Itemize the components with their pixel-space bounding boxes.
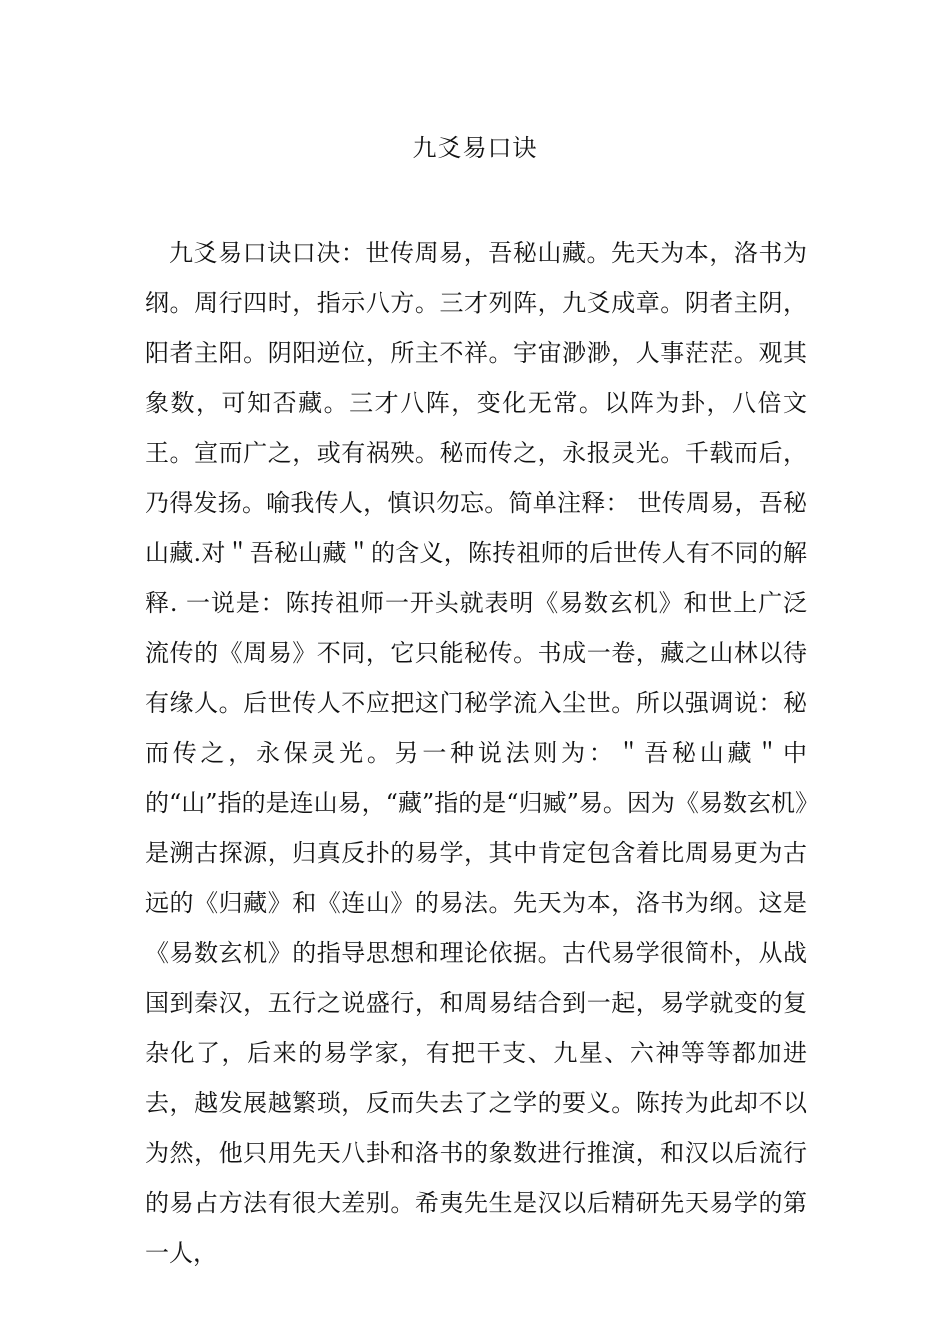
page-title: 九爻易口诀 [412,134,538,162]
body-paragraph: 九爻易口诀口决：世传周易，吾秘山藏。先天为本，洛书为纲。周行四时，指示八方。三才列阵，九爻成章。阴者主阴，阳者主阳。阴阳逆位，所主不祥。宇宙渺渺，人事茫茫。观其象数，可知否藏。三才八阵，变化无常。以阵为卦，八倍文王。宣而广之，或有祸殃。秘而传之，永报灵光。千载而后，乃得发扬。喻我传人，慎识勿忘。简单注释： 世传周易，吾秘山藏.对＂吾秘山藏＂的含义，陈抟祖师的后世传人有不同的解释. 一说是：陈抟祖师一开头就表明《易数玄机》和世上广泛流传的《周易》不同，它只能秘传。书成一卷，藏之山林以待有缘人。后世传人不应把这门秘学流入尘世。所以强调说：秘而传之，永保灵光。另一种说法则为：＂吾秘山藏＂中的“山”指的是连山易，“藏”指的是“归臧”易。因为《易数玄机》是溯古探源，归真反扑的易学，其中肯定包含着比周易更为古远的《归藏》和《连山》的易法。先天为本，洛书为纲。这是《易数玄机》的指导思想和理论依据。古代易学很简朴，从战国到秦汉，五行之说盛行，和周易结合到一起，易学就变的复杂化了，后来的易学家，有把干支、九星、六神等等都加进去，越发展越繁琐，反而失去了之学的要义。陈抟为此却不以为然，他只用先天八卦和洛书的象数进行推演，和汉以后流行的易占方法有很大差别。希夷先生是汉以后精研先天易学的第一人， [145,239,807,1267]
